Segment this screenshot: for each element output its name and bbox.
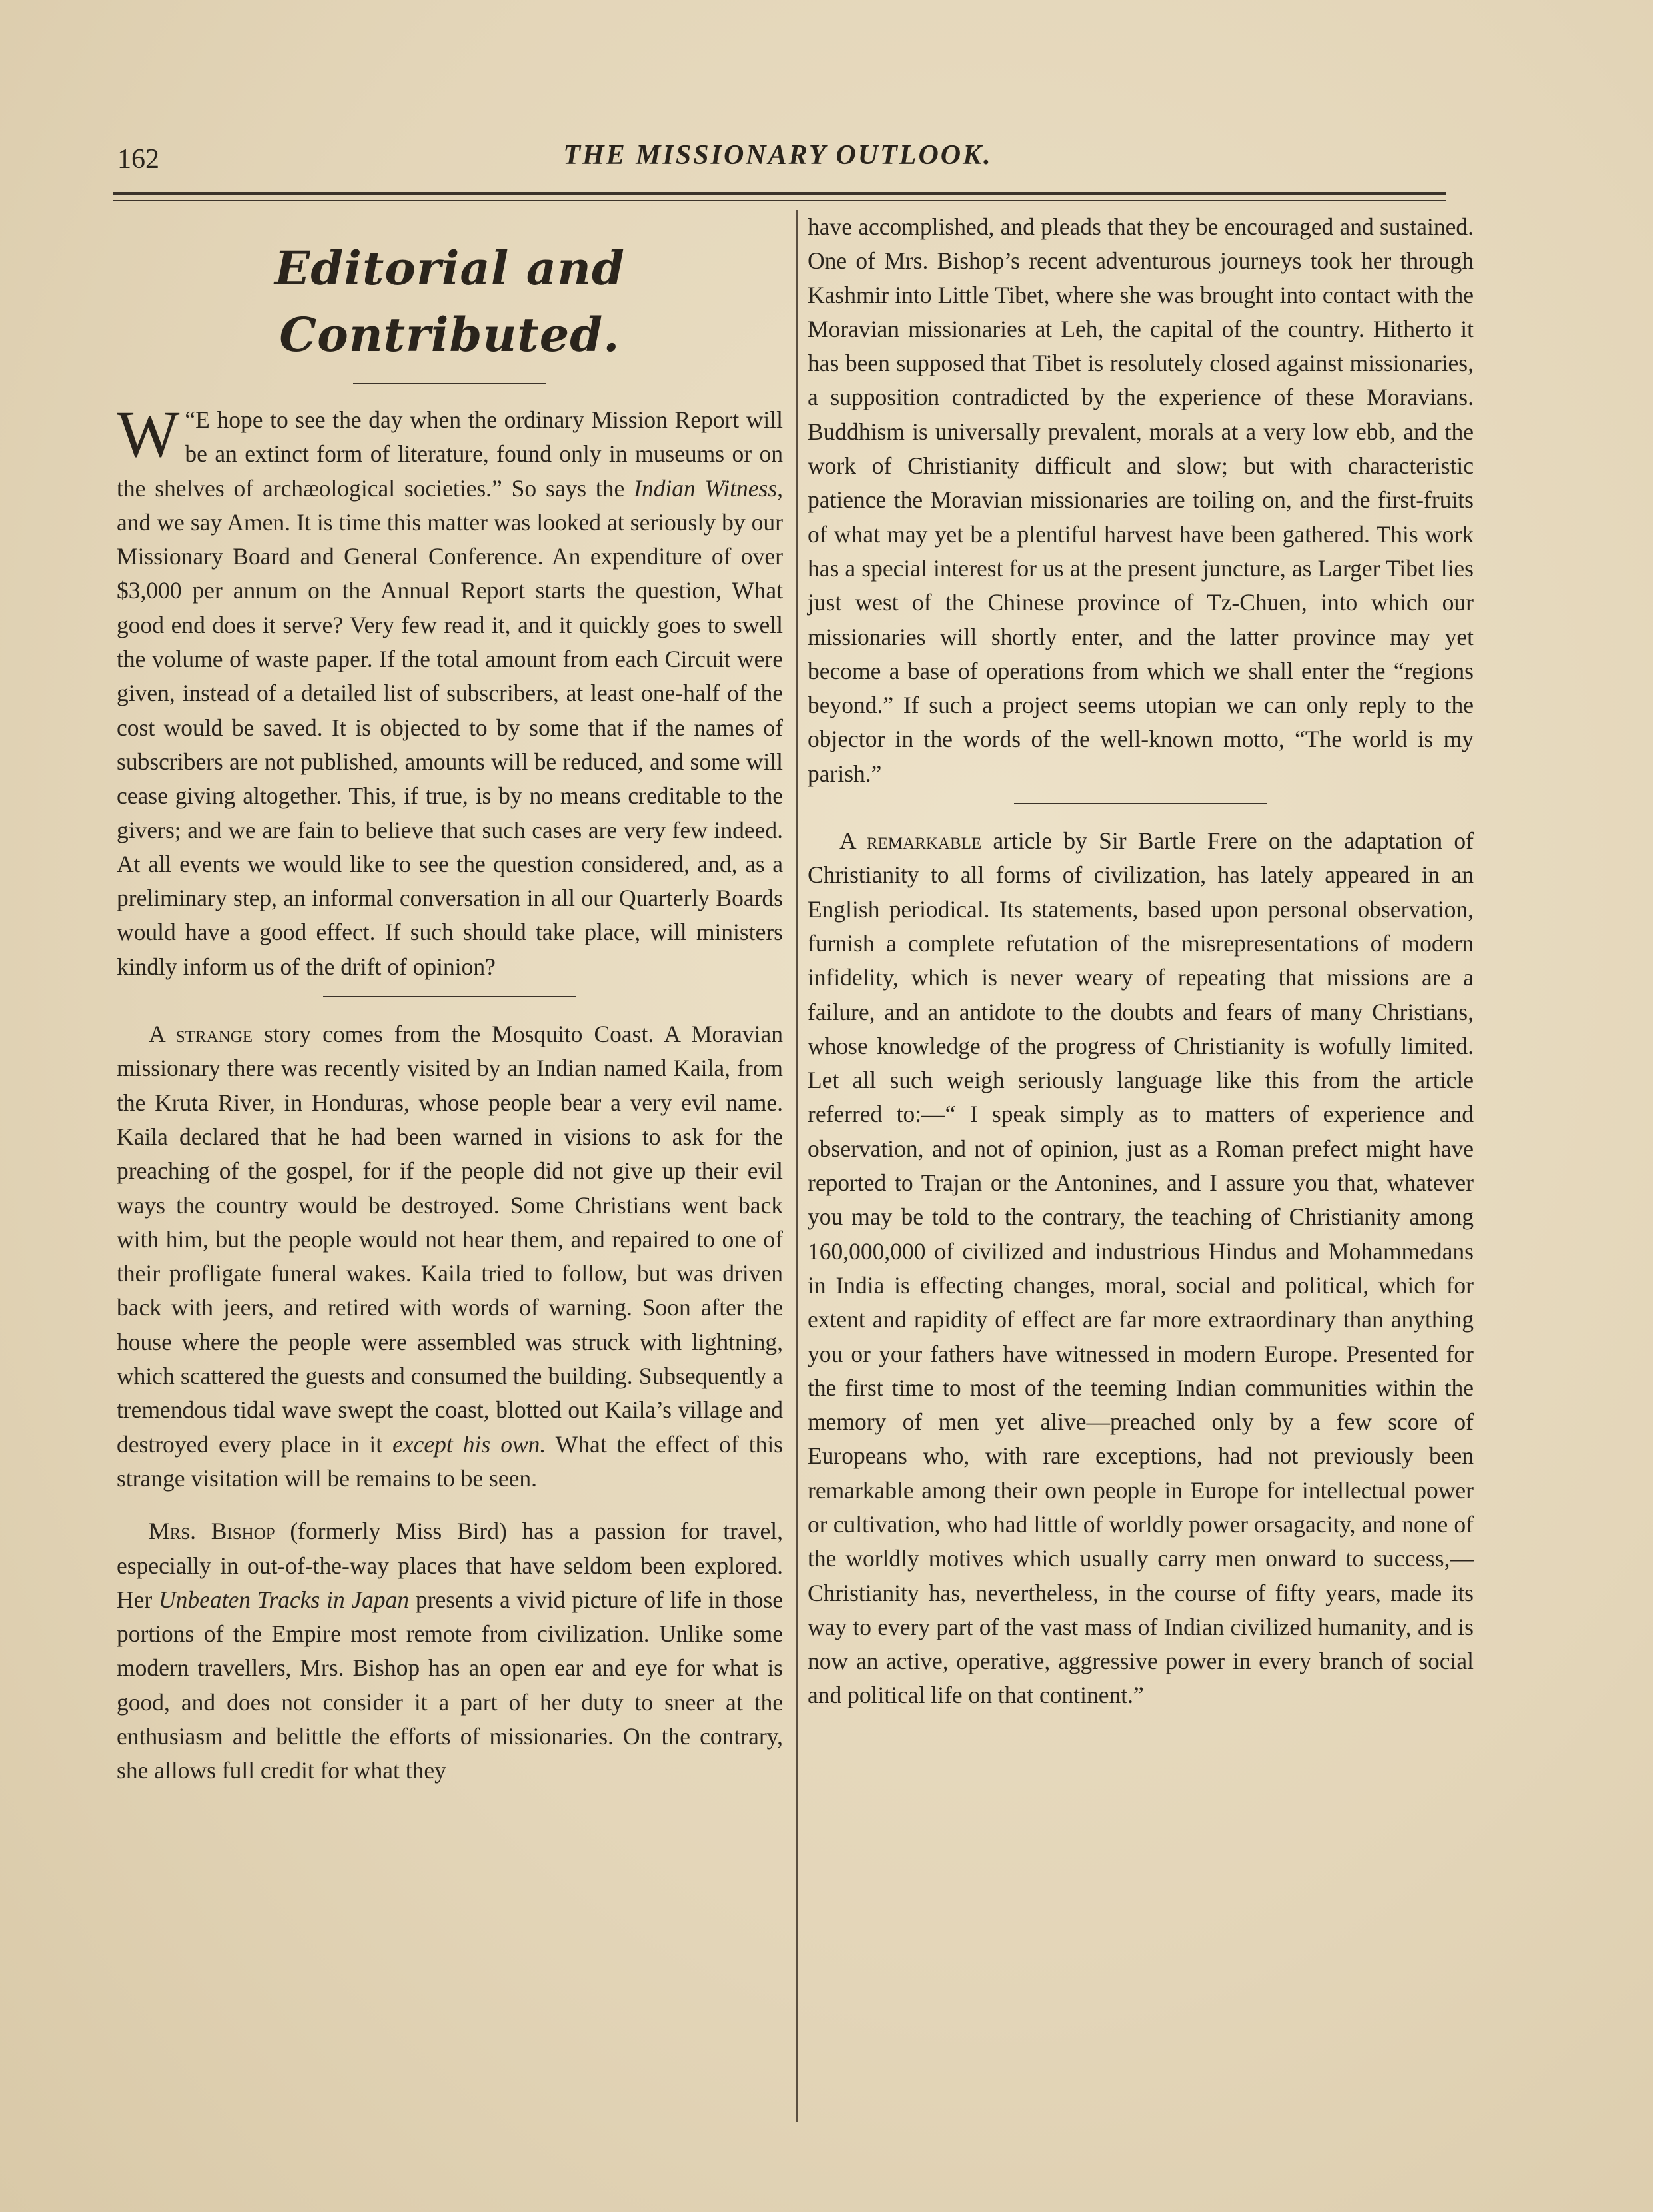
p1-text: E hope to see the day when the ordinary Mission Report will be an extinct form of literature, found only in museums or on the shelves of archæological societies.” So says the [117,406,783,502]
paragraph-mrs-bishop [117,1514,783,1788]
paragraph-mission-report [117,397,783,984]
p3-italic: Unbeaten Tracks in Japan [158,1586,410,1613]
section-divider [323,996,576,997]
p3-lead: Mrs. Bishop [149,1518,275,1545]
p2-lead: A strange [149,1021,253,1048]
section-masthead: Editorial and Contributed. [275,241,625,362]
header-rule-thick [113,192,1446,195]
right-column [808,210,1474,1713]
p3-rest: presents a vivid picture of life in those portions of the Empire most remote from civilization. Unlike some modern travellers, Mrs. Bishop has an open ear and eye for what is good, and does not consider it a part of her duty to sneer at the enthusiasm and belittle the efforts of missionaries. On the contrary, she allows full credit for what they [117,1586,784,1784]
column-divider [796,210,798,2122]
left-column [117,210,783,1788]
p1-rest: and we say Amen. It is time this matter was looked at seriously by our Missionary Board and General Conference. An expenditure of over $3,000 per annum on the Annual Report starts the question, What good end does it serve? Very few read it, and it quickly goes to swell the volume of waste paper. If the total amount from each Circuit were given, instead of a detailed list of subscribers, at least one-half of the cost would be saved. It is objected to by some that if the names of subscribers are not published, amounts will be reduced, and some will cease giving altogether. This, if true, is by no means creditable to the givers; and we are fain to believe that such cases are very few indeed. At all events we would like to see the question considered, and, as a preliminary step, an informal conversation in all our Quarterly Boards would have a good effect. If such should take place, will ministers kindly inform us of the drift of opinion? [117,508,783,980]
opening-quote: “ [185,406,196,433]
paragraph-mrs-bishop-continued: have accomplished, and pleads that they be encouraged and sustained. One of Mrs. Bishop’s recent adventurous journeys took her through Kashmir into Little Tibet, where she was brought into contact with the Moravian missionaries at Leh, the capital of the country. Hitherto it has been supposed that Tibet is resolutely closed against missionaries, a supposition contradicted by the experience of these Moravians. Buddhism is universally prevalent, morals at a very low ebb, and the work of Christianity difficult and slow; but with characteristic patience the Moravian missionaries are toiling on, and the first-fruits of what may yet be a plentiful harvest have been gathered. This work has a special interest for us at the present juncture, as Larger Tibet lies just west of the Chinese province of Tz-Chuen, into which our missionaries will shortly enter, and the latter province may yet become a base of operations from which we shall enter the “regions beyond.” If such a project seems utopian we can only reply to the objector in the words of the well-known motto, “The world is my parish.” [808,213,1474,787]
page-header [113,137,1442,177]
running-title: THE MISSIONARY OUTLOOK. [563,140,993,171]
p3-text: (formerly Miss Bird) has a passion for travel, especially in out-of-the-way places that have seldom been explored. Her [117,1518,783,1613]
page-number: 162 [117,144,159,175]
p2-text: story comes from the Mosquito Coast. A Moravian missionary there was recently visited by an Indian named Kaila, from the Kruta River, in Honduras, whose people bear a very evil name. Kaila declared that he had been warned in visions to ask for the preaching of the gospel, for if the people did not give up their evil ways the country would be destroyed. Some Christians went back with him, but the people would not hear them, and repaired to one of their profligate funeral wakes. Kaila tried to follow, but was driven back with jeers, and retired with words of warning. Soon after the house where the people were assembled was struck with lightning, which scattered the guests and consumed the building. Subsequently a tremendous tidal wave swept the coast, blotted out Kaila’s village and destroyed every place in it [117,1021,783,1458]
paragraph-mosquito-coast [117,1017,783,1496]
masthead-rule [353,383,546,384]
p2-italic: except his own. [392,1430,546,1458]
drop-cap: W [117,397,180,471]
section-divider [1014,803,1267,804]
p4-lead: A remarkable [839,828,982,855]
p1-italic: Indian Witness, [634,474,783,502]
p4-text: article by Sir Bartle Frere on the adaptation of Christianity to all forms of civilization, has lately appeared in an English periodical. Its statements, based upon personal observation, furnish a complete refutation of the misrepresentations of modern infidelity, which is never weary of repeating that missions are a failure, and an antidote to the doubts and fears of many Christians, whose knowledge of the progress of Christianity is wofully limited. Let all such weigh seriously language like this from the article referred to:—“ I speak simply as to matters of experience and observation, and not of opinion, just as a Roman prefect might have reported to Trajan or the Antonines, and I assure you that, whatever you may be told to the contrary, the teaching of Christianity among 160,000,000 of civilized and industrious Hindus and Mohammedans in India is effecting changes, moral, social and political, which for extent and rapidity of effect are far more extraordinary than anything you or your fathers have witnessed in modern Europe. Presented for the first time to most of the teeming Indian communities within the memory of men yet alive—preached only by a few score of Europeans who, with rare exceptions, had not previously been remarkable among their own people in Europe for intellectual power or cultivation, who had little of worldly power orsagacity, and none of the worldly motives which usually carry men onward to success,—Christianity has, nevertheless, in the course of fifty years, made its way to every part of the vast mass of Indian civilized humanity, and is now an active, operative, aggressive power in every branch of social and political life on that continent.” [808,828,1474,1709]
p2-rest: What the effect of this strange visitation will be remains to be seen. [117,1430,783,1492]
paragraph-bartle-frere [808,824,1474,1713]
header-rule-thin [113,200,1446,201]
